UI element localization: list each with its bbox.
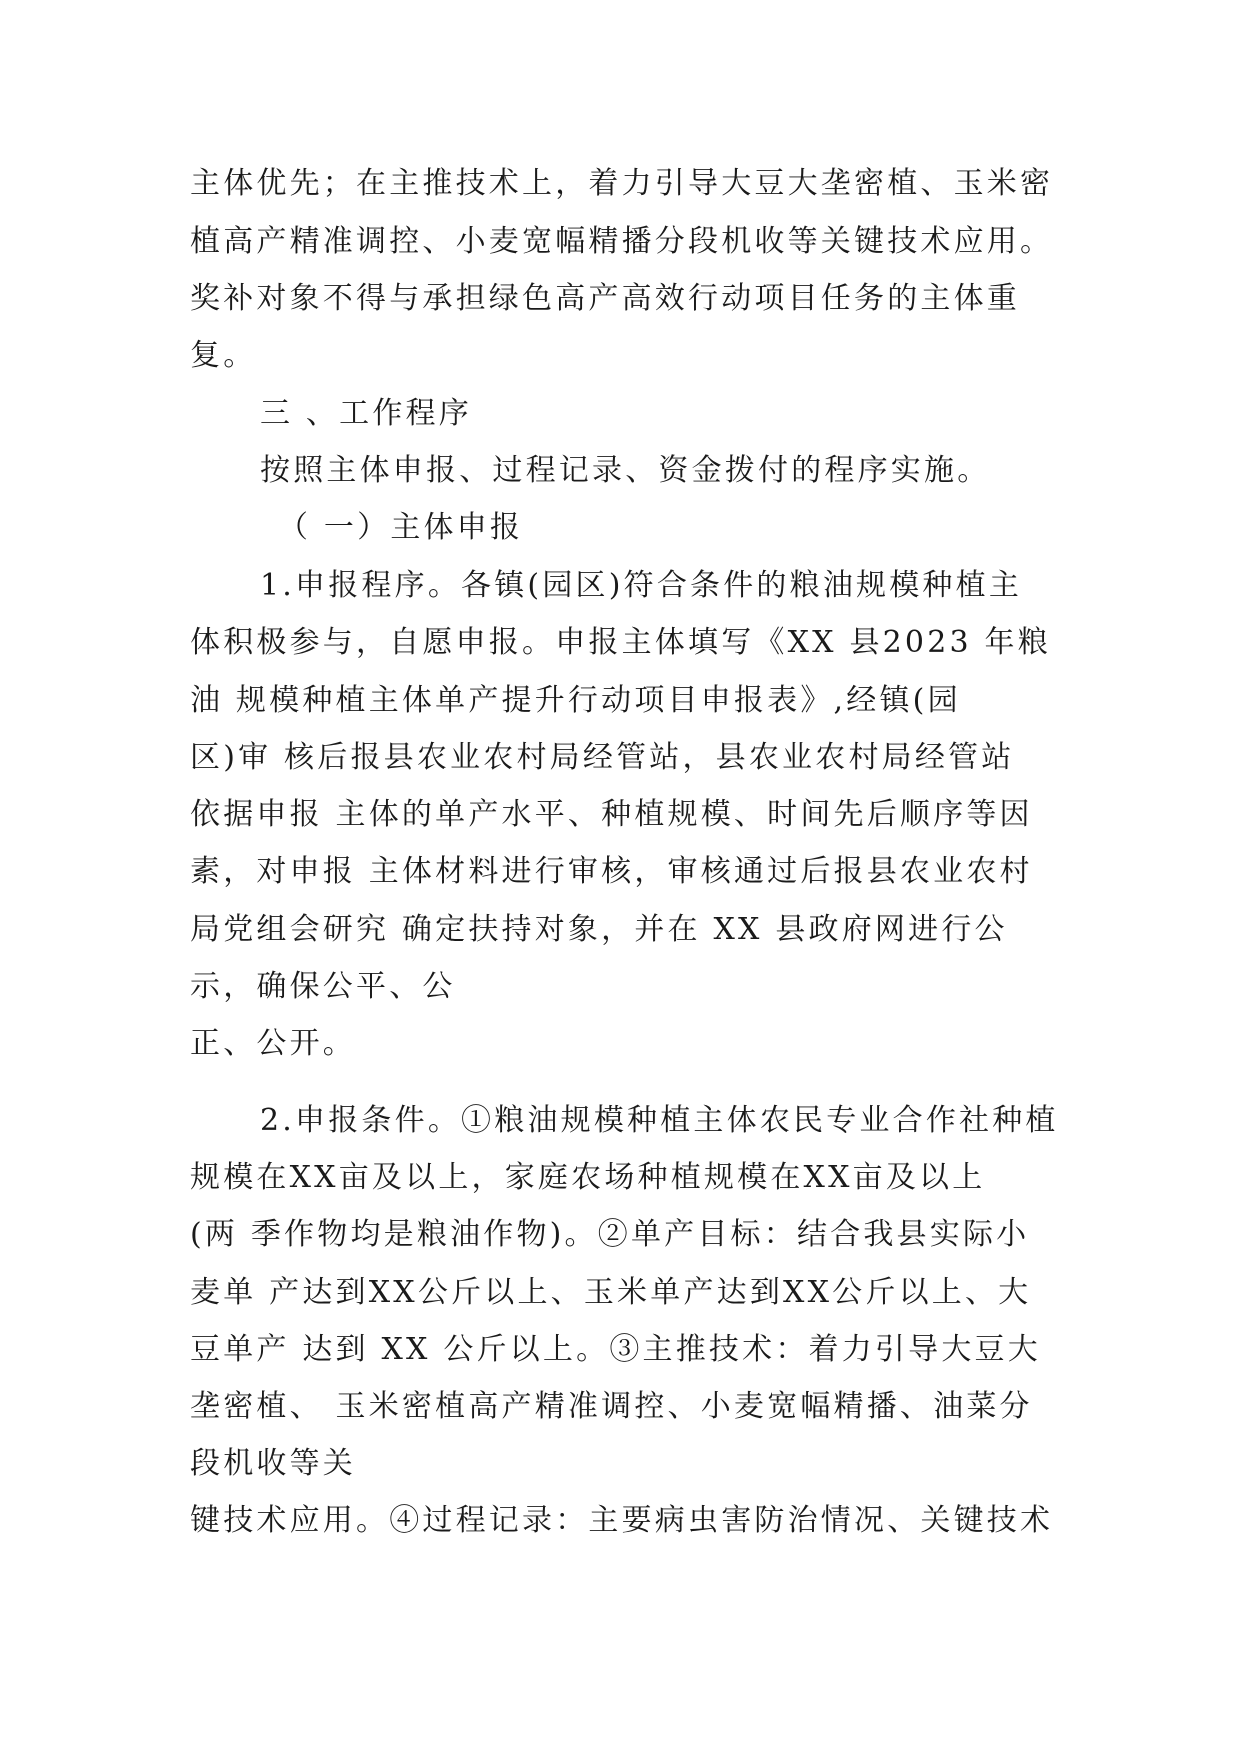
body-line: 素，对申报 主体材料进行审核，审核通过后报县农业农村 (190, 854, 1033, 889)
body-line: 油 规模种植主体单产提升行动项目申报表》,经镇(园 (190, 683, 961, 718)
body-line: 局党组会研究 确定扶持对象，并在 XX 县政府网进行公 (190, 912, 1008, 947)
body-line: 复。 (190, 338, 257, 373)
body-line: 1.申报程序。各镇(园区)符合条件的粮油规模种植主 (260, 568, 1023, 603)
body-line: 豆单产 达到 XX 公斤以上。③主推技术：着力引导大豆大 (190, 1332, 1041, 1367)
body-line: 区)审 核后报县农业农村局经管站，县农业农村局经管站 (190, 740, 1015, 775)
body-line: 奖补对象不得与承担绿色高产高效行动项目任务的主体重 (190, 281, 1020, 316)
body-line: 规模在XX亩及以上，家庭农场种植规模在XX亩及以上 (190, 1160, 986, 1195)
subsection-heading: （ 一）主体申报 (278, 510, 524, 545)
body-line: (两 季作物均是粮油作物)。②单产目标：结合我县实际小 (190, 1217, 1030, 1252)
body-line: 按照主体申报、过程记录、资金拨付的程序实施。 (260, 453, 991, 488)
body-line: 2.申报条件。①粮油规模种植主体农民专业合作社种植 (260, 1103, 1059, 1138)
section-heading: 三 、工作程序 (260, 396, 472, 431)
body-line: 麦单 产达到XX公斤以上、玉米单产达到XX公斤以上、大 (190, 1275, 1032, 1310)
body-line: 示，确保公平、公 (190, 969, 456, 1004)
body-line: 段机收等关 (190, 1446, 356, 1481)
body-line: 植高产精准调控、小麦宽幅精播分段机收等关键技术应用。 (190, 224, 1054, 259)
body-line: 垄密植、 玉米密植高产精准调控、小麦宽幅精播、油菜分 (190, 1389, 1033, 1424)
body-line: 键技术应用。④过程记录：主要病虫害防治情况、关键技术 (190, 1503, 1054, 1538)
body-line: 主体优先；在主推技术上，着力引导大豆大垄密植、玉米密 (190, 166, 1054, 201)
body-line: 体积极参与，自愿申报。申报主体填写《XX 县2023 年粮 (190, 625, 1051, 660)
body-line: 依据申报 主体的单产水平、种植规模、时间先后顺序等因 (190, 797, 1033, 832)
body-line: 正、公开。 (190, 1026, 356, 1061)
